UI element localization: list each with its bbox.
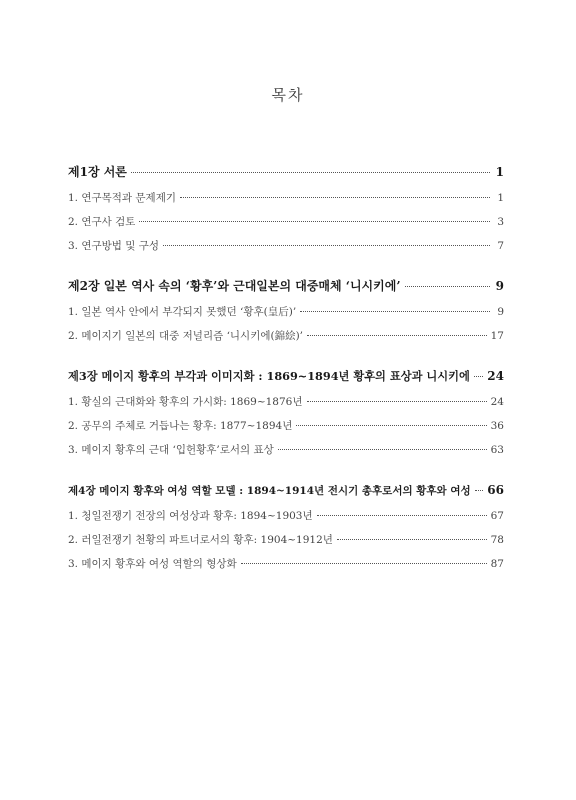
section-label: 2. 공무의 주체로 거듭나는 황후: 1877~1894년 <box>68 420 293 432</box>
page-number: 17 <box>490 330 504 342</box>
section-row[interactable] <box>68 186 504 210</box>
toc-title: 목차 <box>271 86 305 104</box>
chapter-heading: 제4장 메이지 황후와 여성 역할 모델 : 1894~1914년 전시기 총후로서의 황후와 여성 <box>68 485 471 497</box>
page-number: 7 <box>497 240 504 252</box>
page-number: 9 <box>495 279 504 293</box>
section-label: 2. 연구사 검토 <box>68 216 136 228</box>
page-number: 9 <box>497 306 504 318</box>
section-label: 1. 일본 역사 안에서 부각되지 못했던 ‘황후(皇后)’ <box>68 306 297 318</box>
page-number: 1 <box>495 165 504 179</box>
chapter-heading-row[interactable] <box>68 478 504 502</box>
dot-leader <box>163 245 490 246</box>
dot-leader <box>139 221 490 222</box>
section-label: 1. 연구목적과 문제제기 <box>68 192 176 204</box>
page-number: 24 <box>490 396 504 408</box>
chapter-4 <box>68 478 504 576</box>
dot-leader <box>475 490 484 491</box>
chapter-1 <box>68 160 504 258</box>
dot-leader <box>405 286 490 287</box>
section-row[interactable] <box>68 528 504 552</box>
chapter-3 <box>68 364 504 462</box>
chapter-heading: 제1장 서론 <box>68 165 127 179</box>
section-label: 3. 메이지 황후와 여성 역할의 형상화 <box>68 558 237 570</box>
dot-leader <box>180 197 490 198</box>
dot-leader <box>474 376 483 377</box>
chapter-heading-row[interactable] <box>68 274 504 298</box>
section-label: 2. 메이지기 일본의 대중 저널리즘 ‘니시키에(錦絵)’ <box>68 330 304 342</box>
dot-leader <box>296 425 486 426</box>
page-number: 63 <box>490 444 504 456</box>
section-label: 3. 연구방법 및 구성 <box>68 240 160 252</box>
table-of-contents <box>68 160 504 592</box>
dot-leader <box>307 335 487 336</box>
section-row[interactable] <box>68 234 504 258</box>
dot-leader <box>300 311 490 312</box>
section-row[interactable] <box>68 390 504 414</box>
section-row[interactable] <box>68 438 504 462</box>
section-row[interactable] <box>68 210 504 234</box>
section-label: 3. 메이지 황후의 근대 ‘입헌황후’로서의 표상 <box>68 444 274 456</box>
page-number: 67 <box>490 510 504 522</box>
page-number: 66 <box>487 483 504 497</box>
section-label: 2. 러일전쟁기 천황의 파트너로서의 황후: 1904~1912년 <box>68 534 333 546</box>
page-number: 1 <box>497 192 504 204</box>
chapter-heading-row[interactable] <box>68 364 504 388</box>
section-row[interactable] <box>68 552 504 576</box>
dot-leader <box>307 401 487 402</box>
chapter-heading-row[interactable] <box>68 160 504 184</box>
chapter-heading: 제3장 메이지 황후의 부각과 이미지화 : 1869~1894년 황후의 표상과 니시키에 <box>68 369 470 383</box>
section-row[interactable] <box>68 324 504 348</box>
page-number: 78 <box>490 534 504 546</box>
page-number: 87 <box>490 558 504 570</box>
page-number: 36 <box>490 420 504 432</box>
page-number: 3 <box>497 216 504 228</box>
section-row[interactable] <box>68 300 504 324</box>
dot-leader <box>278 449 487 450</box>
dot-leader <box>317 515 487 516</box>
section-row[interactable] <box>68 414 504 438</box>
section-label: 1. 청일전쟁기 전장의 여성상과 황후: 1894~1903년 <box>68 510 313 522</box>
section-row[interactable] <box>68 504 504 528</box>
chapter-2 <box>68 274 504 348</box>
section-label: 1. 황실의 근대화와 황후의 가시화: 1869~1876년 <box>68 396 303 408</box>
dot-leader <box>241 563 487 564</box>
dot-leader <box>131 172 490 173</box>
dot-leader <box>337 539 487 540</box>
chapter-heading: 제2장 일본 역사 속의 ‘황후’와 근대일본의 대중매체 ‘니시키에’ <box>68 279 401 293</box>
page-number: 24 <box>487 369 504 383</box>
